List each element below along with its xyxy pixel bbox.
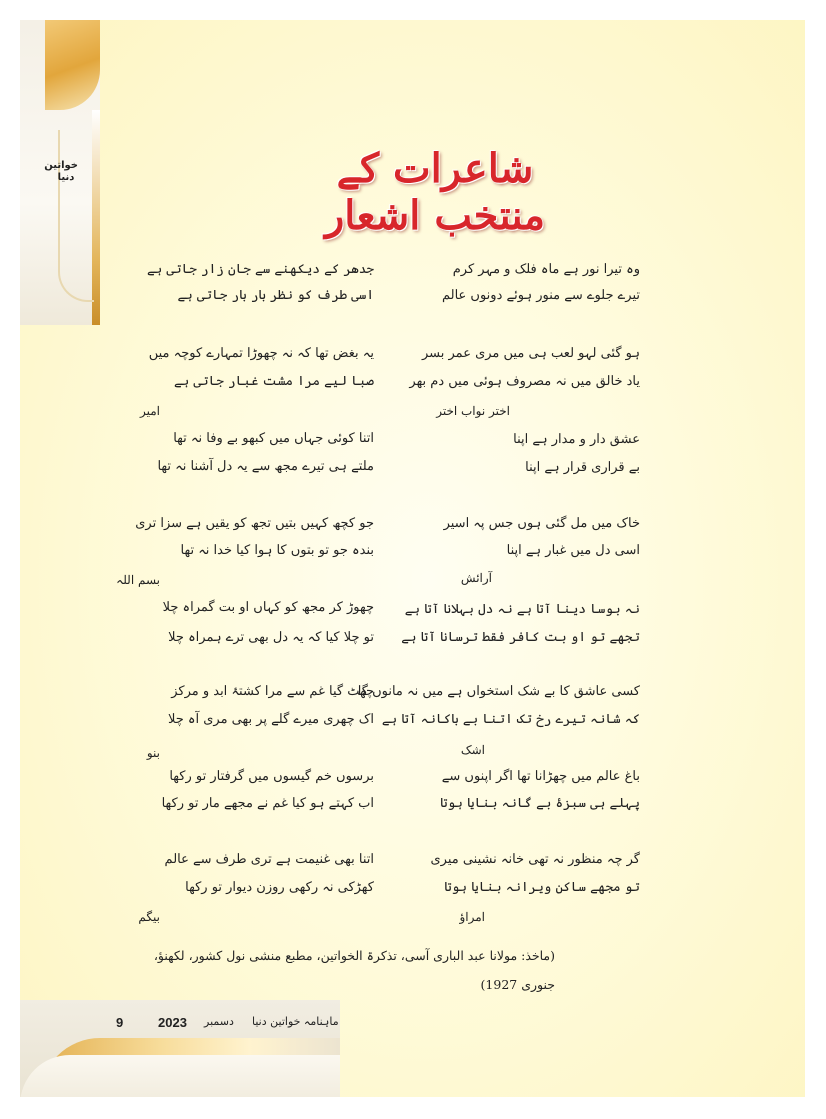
- verse-line: اک چھری میرے گلے پر بھی مری آہ چلا: [167, 712, 374, 727]
- source-date: جنوری 1927): [480, 977, 555, 992]
- verse-line: تو چلا کیا کہ یہ دل بھی ترے ہمراہ چلا: [168, 630, 374, 645]
- verse-line: چھٹ گیا غم سے مرا کشتۂ ابد و مرکز: [171, 684, 374, 699]
- verse-line: گر چہ منظور نہ تھی خانہ نشینی میری: [430, 852, 640, 867]
- side-logo: خواتین دنیا: [44, 160, 78, 183]
- verse-line: بندہ جو تو بتوں کا ہوا کیا خدا نہ تھا: [180, 543, 374, 558]
- verse-line: اتنا بھی غنیمت ہے تری طرف سے عالم: [164, 852, 374, 867]
- verse-line: ہو گئی لہو لعب ہی میں مری عمر بسر: [421, 346, 640, 361]
- verse-line: تو مجھے ساکن ویرانہ بنایا ہوتا: [444, 880, 640, 895]
- footer-year: 2023: [158, 1015, 187, 1030]
- verse-line: یہ بغض تھا کہ نہ چھوڑا تمہارے کوچہ میں: [148, 346, 374, 361]
- verse-line: کہ شانہ تیرے رخ تک اتنا بے باکانہ آتا ہے: [381, 712, 640, 727]
- poet-name: اختر نواب اختر: [436, 404, 510, 418]
- poet-name: بیگم: [138, 910, 160, 924]
- footer-month: دسمبر: [204, 1015, 234, 1028]
- verse-line: نہ بوسا دینا آتا ہے نہ دل بہلانا آتا ہے: [404, 602, 640, 617]
- page-number: 9: [116, 1015, 124, 1030]
- verse-line: پہلے ہی سبزۂ بے گانہ بنایا ہوتا: [440, 796, 640, 811]
- verse-line: صبا لیے مرا مشت غبار جاتی ہے: [174, 374, 374, 389]
- poet-name: امیر: [139, 404, 160, 418]
- poet-name: بنو: [146, 746, 160, 760]
- poet-name: امراؤ: [459, 910, 485, 924]
- verse-line: تیرے جلوے سے منور ہوئے دونوں عالم: [441, 288, 640, 303]
- verse-line: کھڑکی نہ رکھی روزن دیوار تو رکھا: [185, 880, 374, 895]
- verse-line: وہ تیرا نور ہے ماہ فلک و مہر کرم: [452, 262, 640, 277]
- poet-name: آرائش: [460, 571, 492, 585]
- verse-line: جو کچھ کہیں بتیں تجھ کو یقیں ہے سزا تری: [135, 516, 374, 531]
- verse-line: یاد خالق میں نہ مصروف ہوئی میں دم بھر: [409, 374, 640, 389]
- verse-line: تجھے تو او بت کافر فقط ترسانا آتا ہے: [401, 630, 640, 645]
- page-title: شاعرات کے منتخب اشعار: [324, 145, 546, 239]
- verse-line: کسی عاشق کا بے شک استخواں ہے میں نہ مانوں گا: [357, 684, 640, 699]
- verse-line: اسی دل میں غبار ہے اپنا: [506, 543, 640, 558]
- verse-line: اب کہتے ہو کیا غم نے مجھے مار تو رکھا: [161, 796, 374, 811]
- verse-line: اتنا کوئی جہاں میں کبھو بے وفا نہ تھا: [173, 431, 374, 446]
- verse-line: چھوڑ کر مجھ کو کہاں او بت گمراہ چلا: [162, 600, 374, 615]
- verse-line: خاک میں مل گئی ہوں جس پہ اسیر: [443, 516, 640, 531]
- poet-name: بسم اللہ: [116, 573, 160, 587]
- verse-line: ملتے ہی تیرے مجھ سے یہ دل آشنا نہ تھا: [157, 459, 374, 474]
- verse-line: اسی طرف کو نظر بار بار جاتی ہے: [177, 288, 374, 303]
- verse-line: جدھر کے دیکھنے سے جان زار جاتی ہے: [147, 262, 374, 277]
- verse-line: باغ عالم میں چھڑانا تھا اگر اپنوں سے: [441, 769, 640, 784]
- footer-magazine-name: ماہنامہ خواتین دنیا: [252, 1015, 339, 1028]
- verse-line: عشق دار و مدار ہے اپنا: [513, 432, 640, 447]
- verse-line: بے قراری قرار ہے اپنا: [525, 460, 640, 475]
- verse-line: برسوں خم گیسوں میں گرفتار تو رکھا: [169, 769, 374, 784]
- poet-name: اشک: [460, 743, 485, 757]
- source-citation: (ماخذ: مولانا عبد الباری آسی، تذکرۃ الخواتین، مطبع منشی نول کشور، لکھنؤ،: [153, 948, 555, 963]
